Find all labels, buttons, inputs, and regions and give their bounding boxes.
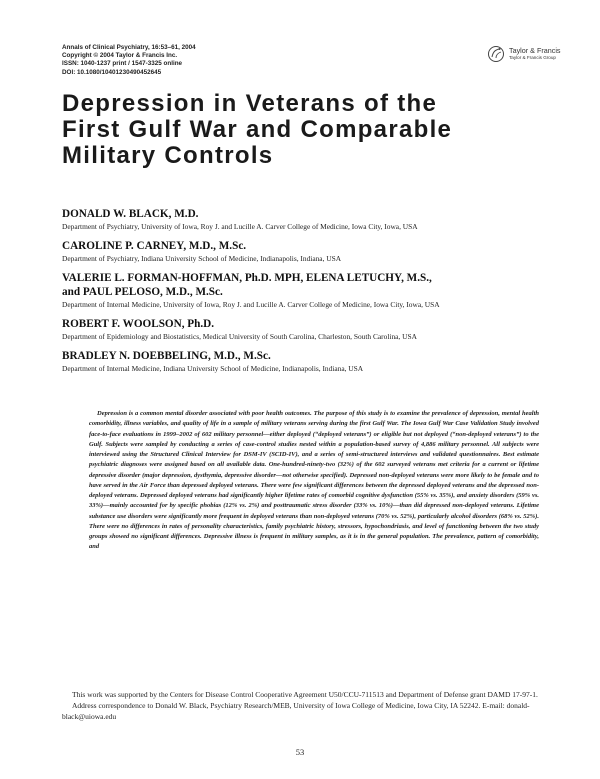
title-line-1: Depression in Veterans of the <box>62 90 438 117</box>
author-affiliation: Department of Psychiatry, Indiana University School of Medicine, Indianapolis, Indiana, USA <box>62 254 342 263</box>
publisher-group: Taylor & Francis Group <box>509 55 556 60</box>
author-affiliation: Department of Internal Medicine, Indiana University School of Medicine, Indianapolis, Indiana, USA <box>62 364 364 373</box>
author-name: VALERIE L. FORMAN-HOFFMAN, Ph.D. MPH, ELENA LETUCHY, M.S., <box>62 272 432 284</box>
author-name: BRADLEY N. DOEBBELING, M.D., M.Sc. <box>62 350 271 362</box>
article-title <box>62 91 542 169</box>
abstract-text: Depression is a common mental disorder associated with poor health outcomes. The purpose of this study is to examine the prevalence of depression, mental health comorbidity, illness variables, and quality of life in a sample of military veterans serving during the first Gulf War. The Iowa Gulf War Case Validation Study involved face-to-face evaluations in 1999–2002 of 602 military personnel—either deployed (“deployed veterans”) or eligible but not deployed (“non-deployed veterans”) to the Gulf. Subjects were sampled by conducting a series of case-control studies nested within a population-based survey of 4,886 military personnel. All subjects were interviewed using the Structured Clinical Interview for DSM-IV (SCID-IV), and a series of semi-structured interviews and validated questionnaires. Best estimate psychiatric diagnoses were assigned based on all available data. One-hundred-ninety-two (32%) of the 602 surveyed veterans met criteria for a current or lifetime depressive disorder (major depression, dysthymia, depressive disorder—not otherwise specified). Depressed non-deployed veterans were more likely to be female and to have served in the Air Force than depressed deployed veterans. There were few significant differences between the depressed deployed veterans and the depressed non-deployed veterans. Depressed deployed veterans had significantly higher lifetime rates of comorbid cognitive dysfunction (55% vs. 35%), and anxiety disorders (59% vs. 33%)—mainly accounted for by specific phobias (12% vs. 2%) and posttraumatic stress disorder (33% vs. 10%)—than did depressed non-deployed veterans. Lifetime substance use disorders were significantly more frequent in deployed veterans than non-deployed veterans (70% vs. 52%), particularly alcohol disorders (68% vs. 52%). There were no differences in rates of personality characteristics, family psychiatric history, stressors, hypochondriasis, and level of functioning between the two study groups showed no significant differences. Depressive illness is frequent in military samples, as it is in the general population. The prevalence, pattern of comorbidity, and <box>89 410 539 551</box>
author-list <box>62 207 562 381</box>
journal-copyright: Copyright © 2004 Taylor & Francis Inc. <box>62 52 178 60</box>
journal-doi: DOI: 10.1080/10401230490452645 <box>62 68 162 76</box>
author-entry <box>62 207 562 232</box>
publisher-logo <box>486 45 561 63</box>
page-number: 53 <box>295 747 305 757</box>
author-name: CAROLINE P. CARNEY, M.D., M.Sc. <box>62 240 247 252</box>
author-affiliation: Department of Epidemiology and Biostatistics, Medical University of South Carolina, Charleston, South Carolina, USA <box>62 332 417 341</box>
publisher-name: Taylor & Francis <box>509 46 561 55</box>
author-name: DONALD W. BLACK, M.D. <box>62 208 199 220</box>
author-name-continued: and PAUL PELOSO, M.D., M.Sc. <box>62 286 223 298</box>
author-entry <box>62 271 562 310</box>
footnotes <box>62 689 550 722</box>
journal-citation: Annals of Clinical Psychiatry, 16:53–61, 2004 <box>62 44 196 51</box>
journal-metadata <box>62 44 362 77</box>
title-line-3: Military Controls <box>62 142 274 169</box>
correspondence-note: Address correspondence to Donald W. Black, Psychiatry Research/MEB, University of Iowa College of Medicine, Iowa City, IA 52242. E-mail: donald-black@uiowa.edu <box>62 701 530 721</box>
author-entry <box>62 239 562 264</box>
abstract <box>89 409 539 553</box>
author-name: ROBERT F. WOOLSON, Ph.D. <box>62 318 215 330</box>
title-line-2: First Gulf War and Comparable <box>62 116 453 143</box>
author-affiliation: Department of Internal Medicine, University of Iowa, Roy J. and Lucille A. Carver College of Medicine, Iowa City, Iowa, USA <box>62 300 440 309</box>
author-affiliation: Department of Psychiatry, University of Iowa, Roy J. and Lucille A. Carver College of Medicine, Iowa City, Iowa, USA <box>62 222 418 231</box>
author-entry <box>62 349 562 374</box>
author-entry <box>62 317 562 342</box>
funding-note: This work was supported by the Centers for Disease Control Cooperative Agreement U50/CCU-711513 and Department of Defense grant DAMD 17-97-1. <box>72 690 538 699</box>
taylor-francis-logo-icon <box>486 45 506 63</box>
journal-issn: ISSN: 1040-1237 print / 1547-3325 online <box>62 60 183 68</box>
